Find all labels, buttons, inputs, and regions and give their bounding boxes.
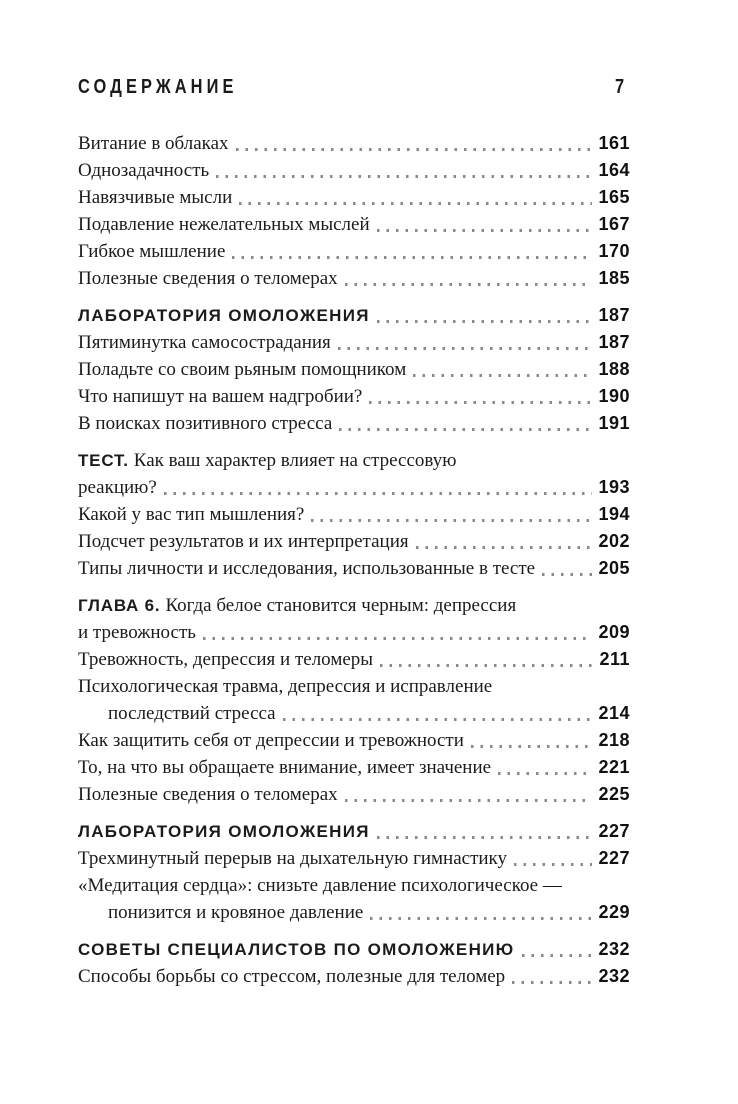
toc-entry-title: Пятиминутка самосострадания (78, 332, 331, 353)
toc-entry-line (78, 872, 630, 899)
toc-entry-title: Гибкое мышление (78, 241, 226, 262)
toc-entry (78, 184, 630, 211)
toc-entry-title: «Медитация сердца»: снизьте давление психологическое — (78, 875, 562, 896)
toc-entry (78, 356, 630, 383)
toc-page-number: 185 (598, 268, 630, 288)
toc-page-number: 227 (598, 848, 630, 868)
toc-group (78, 936, 630, 990)
dot-leader (338, 347, 593, 350)
toc-entry-title: Полезные сведения о теломерах (78, 784, 338, 805)
dot-leader (203, 637, 593, 640)
toc-entry (78, 410, 630, 437)
toc-page-number: 211 (599, 649, 630, 669)
toc-entry (78, 818, 630, 845)
toc-entry-title: ЛАБОРАТОРИЯ ОМОЛОЖЕНИЯ (78, 306, 370, 325)
toc-entry-title: СОВЕТЫ СПЕЦИАЛИСТОВ ПО ОМОЛОЖЕНИЮ (78, 940, 515, 959)
toc-entry-wrap-line (78, 474, 630, 501)
toc-entry (78, 754, 630, 781)
toc-entry (78, 592, 630, 646)
toc-page-number: 167 (598, 214, 630, 234)
dot-leader (283, 718, 593, 721)
toc-entry-line (78, 329, 630, 356)
toc-entry (78, 555, 630, 582)
toc-entry-prefix: ТЕСТ. (78, 451, 129, 470)
toc-entry-line (78, 211, 630, 238)
toc-content (78, 74, 630, 990)
toc-entry-title: В поисках позитивного стресса (78, 413, 333, 434)
dot-leader (512, 981, 592, 984)
toc-entry (78, 673, 630, 727)
toc-entry-line (78, 528, 630, 555)
toc-entry-line (78, 781, 630, 808)
folio-page-number: 7 (614, 76, 624, 98)
toc-entry-title: Навязчивые мысли (78, 187, 233, 208)
dot-leader (311, 519, 592, 522)
dot-leader (216, 175, 592, 178)
toc-entry-title: ТЕСТ. Как ваш характер влияет на стрессовую (78, 450, 457, 471)
toc-entry-line (78, 447, 630, 474)
toc-entry-line (78, 818, 630, 845)
toc-page-number: 164 (598, 160, 630, 180)
toc-entry-title: Однозадачность (78, 160, 210, 181)
toc-entry-title-continued: понизится и кровяное давление (108, 902, 364, 923)
toc-entry-title: Подсчет результатов и их интерпретация (78, 531, 409, 552)
toc-entry (78, 329, 630, 356)
toc-page-number: 225 (598, 784, 630, 804)
toc-entry (78, 501, 630, 528)
toc-entry (78, 528, 630, 555)
toc-entry-title: Витание в облаках (78, 133, 229, 154)
dot-leader (413, 374, 592, 377)
dot-leader (542, 573, 592, 576)
toc-page-number: 170 (598, 241, 630, 261)
toc-group (78, 447, 630, 582)
toc-page-number: 232 (598, 939, 630, 959)
toc-entry-title: Тревожность, депрессия и теломеры (78, 649, 374, 670)
toc-page-number: 227 (598, 821, 630, 841)
dot-leader (514, 863, 592, 866)
toc-entry (78, 265, 630, 292)
toc-group (78, 592, 630, 808)
toc-entry (78, 211, 630, 238)
toc-page-number: 202 (598, 531, 630, 551)
toc-entry-line (78, 383, 630, 410)
toc-entry (78, 157, 630, 184)
dot-leader (370, 917, 592, 920)
toc-page-number: 194 (598, 504, 630, 524)
toc-entry-wrap-line (78, 899, 630, 926)
toc-page-number: 188 (598, 359, 630, 379)
toc-entry-line (78, 130, 630, 157)
toc-entry-title: Подавление нежелательных мыслей (78, 214, 370, 235)
toc-page-number: 218 (598, 730, 630, 750)
toc-entry (78, 781, 630, 808)
toc-entry-line (78, 501, 630, 528)
toc-entry-title-continued: последствий стресса (108, 703, 276, 724)
toc-entry-line (78, 845, 630, 872)
toc-entry-title: Что напишут на вашем надгробии? (78, 386, 363, 407)
dot-leader (345, 283, 593, 286)
toc-entry (78, 302, 630, 329)
toc-entry-title: ГЛАВА 6. Когда белое становится черным: депрессия (78, 595, 517, 616)
dot-leader (380, 664, 593, 667)
toc-entry (78, 447, 630, 501)
toc-page-number: 229 (598, 902, 630, 922)
toc-entry-line (78, 673, 630, 700)
toc-entry-title: Полезные сведения о теломерах (78, 268, 338, 289)
toc-entry-line (78, 265, 630, 292)
toc-entry-title: Трехминутный перерыв на дыхательную гимнастику (78, 848, 508, 869)
toc-entry-title-continued: реакцию? (78, 477, 157, 498)
toc-entry (78, 646, 630, 673)
toc-entry (78, 963, 630, 990)
toc-groups (78, 130, 630, 990)
toc-entry-title: Психологическая травма, депрессия и исправление (78, 676, 493, 697)
toc-group (78, 818, 630, 926)
toc-entry-title: То, на что вы обращаете внимание, имеет значение (78, 757, 492, 778)
toc-entry-wrap-line (78, 700, 630, 727)
toc-entry-title: Типы личности и исследования, использованные в тесте (78, 558, 536, 579)
dot-leader (236, 148, 593, 151)
dot-leader (498, 772, 592, 775)
toc-entry-line (78, 555, 630, 582)
toc-entry-line (78, 410, 630, 437)
dot-leader (339, 428, 592, 431)
dot-leader (232, 256, 592, 259)
toc-page-number: 161 (598, 133, 630, 153)
toc-page-number: 214 (598, 703, 630, 723)
toc-page-number: 187 (598, 305, 630, 325)
toc-entry-line (78, 727, 630, 754)
toc-entry-line (78, 754, 630, 781)
toc-entry-line (78, 592, 630, 619)
toc-entry-title: ЛАБОРАТОРИЯ ОМОЛОЖЕНИЯ (78, 822, 370, 841)
dot-leader (377, 836, 593, 839)
dot-leader (471, 745, 593, 748)
dot-leader (416, 546, 593, 549)
toc-entry-title-continued: и тревожность (78, 622, 196, 643)
dot-leader (345, 799, 593, 802)
toc-page-number: 165 (598, 187, 630, 207)
toc-entry-line (78, 157, 630, 184)
toc-entry-line (78, 184, 630, 211)
toc-entry (78, 383, 630, 410)
toc-entry-title: Поладьте со своим рьяным помощником (78, 359, 407, 380)
dot-leader (377, 320, 593, 323)
toc-page-number: 191 (598, 413, 630, 433)
toc-entry-line (78, 936, 630, 963)
toc-group (78, 302, 630, 437)
toc-page-number: 221 (598, 757, 630, 777)
dot-leader (377, 229, 593, 232)
toc-entry (78, 727, 630, 754)
running-head (78, 74, 630, 100)
toc-entry-prefix: ГЛАВА 6. (78, 596, 161, 615)
toc-entry-line (78, 646, 630, 673)
toc-entry-line (78, 238, 630, 265)
toc-entry (78, 238, 630, 265)
toc-group (78, 130, 630, 292)
toc-entry-line (78, 963, 630, 990)
toc-page-number: 187 (598, 332, 630, 352)
dot-leader (164, 492, 593, 495)
toc-page-number: 190 (598, 386, 630, 406)
toc-page-number: 209 (598, 622, 630, 642)
toc-entry-line (78, 302, 630, 329)
toc-entry-title: Способы борьбы со стрессом, полезные для теломер (78, 966, 506, 987)
toc-page-number: 193 (598, 477, 630, 497)
toc-entry (78, 872, 630, 926)
toc-page-number: 205 (598, 558, 630, 578)
toc-entry-title: Как защитить себя от депрессии и тревожности (78, 730, 464, 751)
dot-leader (239, 202, 592, 205)
toc-entry (78, 936, 630, 963)
toc-entry-wrap-line (78, 619, 630, 646)
toc-entry-title: Какой у вас тип мышления? (78, 504, 305, 525)
toc-entry (78, 130, 630, 157)
toc-entry-line (78, 356, 630, 383)
page-title: СОДЕРЖАНИЕ (78, 76, 238, 98)
dot-leader (522, 954, 593, 957)
toc-page-number: 232 (598, 966, 630, 986)
toc-entry (78, 845, 630, 872)
dot-leader (369, 401, 592, 404)
